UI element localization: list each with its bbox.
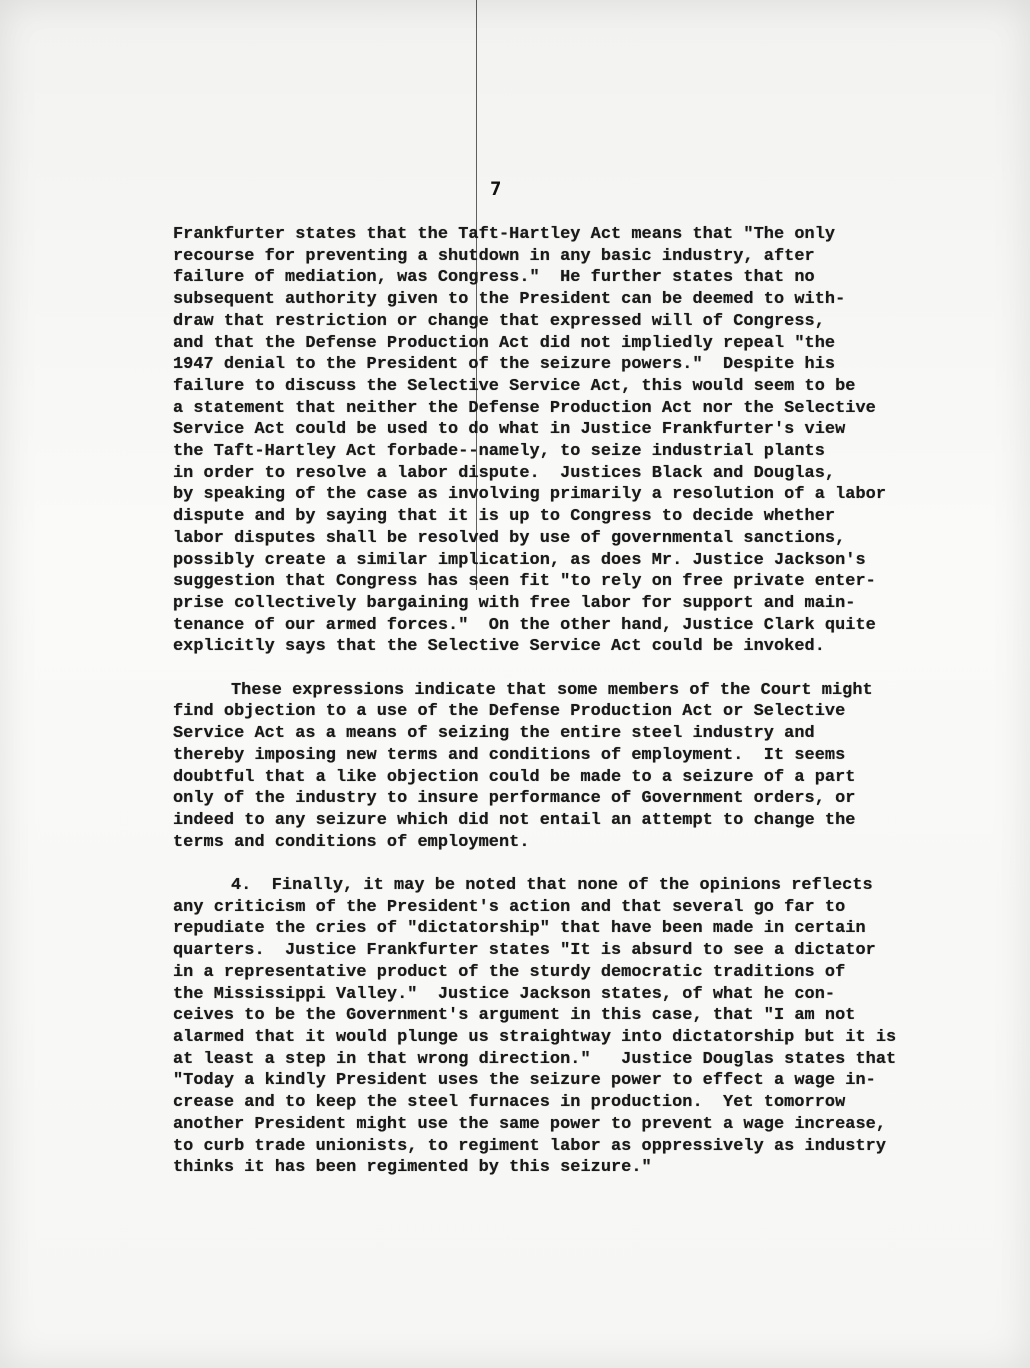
text-line: explicitly says that the Selective Service Act could be invoked. [173,637,825,657]
text-line: labor disputes shall be resolved by use of governmental sanctions, [173,528,846,548]
text-line: in order to resolve a labor dispute. Justices Black and Douglas, [173,463,836,483]
text-line: a statement that neither the Defense Production Act nor the Selective [173,398,876,418]
text-line: any criticism of the President's action and that several go far to [173,897,846,917]
text-line: Frankfurter states that the Taft-Hartley Act means that "The only [173,225,836,244]
text-line: another President might use the same power to prevent a wage increase, [173,1114,887,1134]
document-body [173,224,933,1179]
text-line: "Today a kindly President uses the seizure power to effect a wage in- [173,1071,876,1091]
text-line: failure of mediation, was Congress." He further states that no [173,268,815,288]
text-line: failure to discuss the Selective Service Act, this would seem to be [173,376,856,396]
text-line: alarmed that it would plunge us straightway into dictatorship but it is [173,1027,897,1047]
text-line: indeed to any seizure which did not entail an attempt to change the [173,810,856,830]
text-line: thereby imposing new terms and conditions of employment. It seems [173,745,846,765]
text-line: prise collectively bargaining with free labor for support and main- [173,593,856,613]
page-number: 7 [490,178,502,200]
text-line: draw that restriction or change that expressed will of Congress, [173,311,825,331]
text-line: Service Act could be used to do what in Justice Frankfurter's view [173,420,846,440]
text-line: the Taft-Hartley Act forbade--namely, to seize industrial plants [173,442,825,462]
text-line: thinks it has been regimented by this seizure." [173,1158,652,1178]
text-line: doubtful that a like objection could be made to a seizure of a part [173,767,856,787]
text-line: find objection to a use of the Defense Production Act or Selective [173,702,846,722]
text-line: by speaking of the case as involving primarily a resolution of a labor [173,485,887,505]
text-line: only of the industry to insure performance of Government orders, or [173,789,856,809]
paragraph-3 [173,875,933,1179]
text-line: 4. Finally, it may be noted that none of the opinions reflects [231,876,873,896]
text-line: quarters. Justice Frankfurter states "It is absurd to see a dictator [173,941,876,961]
text-line: Service Act as a means of seizing the entire steel industry and [173,724,815,744]
text-line: These expressions indicate that some members of the Court might [231,680,873,700]
text-line: tenance of our armed forces." On the other hand, Justice Clark quite [173,615,876,635]
text-line: crease and to keep the steel furnaces in production. Yet tomorrow [173,1093,846,1113]
text-line: and that the Defense Production Act did not impliedly repeal "the [173,333,836,353]
paragraph-1 [173,224,933,658]
text-line: dispute and by saying that it is up to Congress to decide whether [173,507,836,527]
text-line: possibly create a similar implication, as does Mr. Justice Jackson's [173,550,866,570]
text-line: suggestion that Congress has seen fit "to rely on free private enter- [173,572,876,592]
text-line: the Mississippi Valley." Justice Jackson states, of what he con- [173,984,836,1004]
text-line: repudiate the cries of "dictatorship" that have been made in certain [173,919,866,939]
text-line: subsequent authority given to the President can be deemed to with- [173,290,846,310]
text-line: in a representative product of the sturdy democratic traditions of [173,962,846,982]
text-line: at least a step in that wrong direction." Justice Douglas states that [173,1049,897,1069]
text-line: recourse for preventing a shutdown in any basic industry, after [173,246,815,266]
text-line: to curb trade unionists, to regiment labor as oppressively as industry [173,1136,887,1156]
paragraph-2 [173,680,933,854]
text-line: 1947 denial to the President of the seizure powers." Despite his [173,355,836,375]
text-line: ceives to be the Government's argument in this case, that "I am not [173,1006,856,1026]
text-line: terms and conditions of employment. [173,832,530,852]
